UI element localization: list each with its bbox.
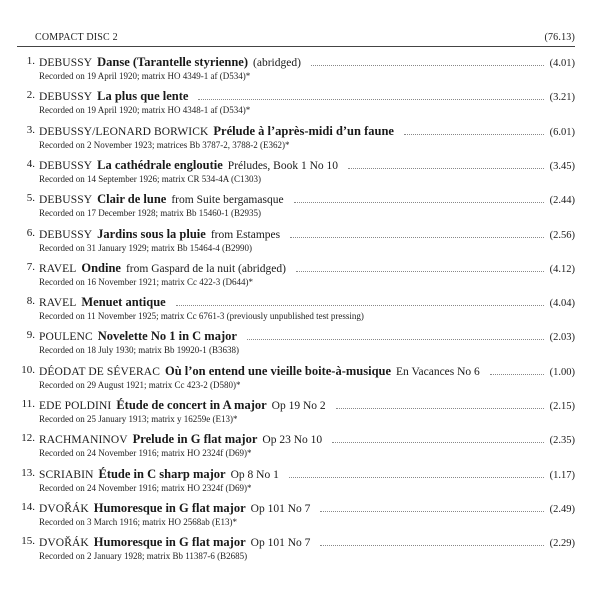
track-recording-info: Recorded on 19 April 1920; matrix HO 4349-1 af (D534)* bbox=[39, 71, 251, 81]
track-recording-info: Recorded on 24 November 1916; matrix HO 2324f (D69)* bbox=[39, 448, 252, 459]
track-duration: (2.44) bbox=[549, 195, 575, 207]
dot-leader bbox=[296, 271, 544, 272]
track-number: 13. bbox=[21, 466, 35, 479]
track-duration: (2.15) bbox=[549, 401, 575, 412]
track-number: 10. bbox=[21, 363, 35, 376]
disc-title: COMPACT DISC 2 bbox=[35, 32, 118, 43]
dot-leader bbox=[247, 339, 544, 340]
track-row bbox=[0, 192, 600, 222]
track-number: 11. bbox=[21, 398, 35, 410]
disc-header bbox=[17, 32, 575, 46]
track-subtitle: Op 101 No 7 bbox=[250, 502, 311, 515]
track-composer: RACHMANINOV bbox=[39, 434, 128, 447]
track-title: Clair de lune bbox=[97, 192, 167, 207]
track-recording-info: Recorded on 29 August 1921; matrix Cc 423-2 (D580)* bbox=[39, 379, 241, 390]
track-recording-info: Recorded on 2 January 1928; matrix Bb 11387-6 (B2685) bbox=[39, 551, 248, 562]
dot-leader bbox=[320, 511, 543, 512]
track-row bbox=[0, 432, 600, 462]
track-title: Menuet antique bbox=[81, 295, 166, 310]
track-recording-info: Recorded on 25 January 1913; matrix y 16259e (E13)* bbox=[39, 414, 238, 424]
track-composer: RAVEL bbox=[39, 262, 77, 275]
track-main-line bbox=[39, 261, 575, 277]
track-title: Humoresque in G flat major bbox=[93, 535, 246, 550]
track-row bbox=[0, 398, 600, 428]
dot-leader bbox=[198, 99, 543, 100]
track-number: 15. bbox=[21, 535, 35, 548]
track-duration: (2.03) bbox=[549, 332, 575, 344]
track-duration: (2.49) bbox=[549, 503, 575, 515]
track-title: Danse (Tarantelle styrienne) bbox=[97, 55, 249, 69]
track-composer: RAVEL bbox=[39, 297, 77, 310]
dot-leader bbox=[336, 408, 544, 409]
track-composer: DEBUSSY/LEONARD BORWICK bbox=[39, 125, 209, 138]
track-duration: (3.21) bbox=[549, 92, 575, 104]
track-row bbox=[0, 364, 600, 394]
track-recording-info: Recorded on 14 September 1926; matrix CR 534-4A (C1303) bbox=[39, 173, 261, 184]
track-duration: (2.56) bbox=[549, 229, 575, 241]
track-main-line bbox=[39, 501, 575, 517]
track-number: 7. bbox=[26, 260, 35, 273]
track-composer: DEBUSSY bbox=[39, 228, 93, 241]
track-composer: DEBUSSY bbox=[39, 194, 93, 207]
track-recording-info: Recorded on 16 November 1921; matrix Cc 422-3 (D644)* bbox=[39, 276, 253, 287]
track-number: 4. bbox=[26, 157, 35, 170]
track-main-line bbox=[39, 467, 575, 483]
track-number: 12. bbox=[21, 432, 35, 445]
track-row bbox=[0, 329, 600, 359]
track-duration: (4.12) bbox=[549, 263, 575, 275]
track-recording-info: Recorded on 31 January 1929; matrix Bb 15464-4 (B2990) bbox=[39, 242, 252, 253]
track-main-line bbox=[39, 295, 575, 311]
dot-leader bbox=[176, 305, 544, 306]
track-duration: (3.45) bbox=[549, 160, 575, 172]
track-recording-info: Recorded on 18 July 1930; matrix Bb 19920-1 (B3638) bbox=[39, 345, 239, 356]
track-number: 9. bbox=[26, 329, 35, 342]
track-recording-info: Recorded on 3 March 1916; matrix HO 2568ab (E13)* bbox=[39, 516, 237, 527]
track-main-line bbox=[39, 124, 575, 140]
track-subtitle: (abridged) bbox=[253, 57, 301, 69]
dot-leader bbox=[320, 545, 543, 546]
dot-leader bbox=[289, 477, 544, 478]
dot-leader bbox=[490, 374, 544, 375]
track-main-line bbox=[39, 192, 575, 208]
track-duration: (2.35) bbox=[549, 435, 575, 447]
track-title: Novelette No 1 in C major bbox=[97, 329, 237, 344]
track-subtitle: Préludes, Book 1 No 10 bbox=[227, 159, 339, 172]
track-subtitle: from Estampes bbox=[210, 228, 281, 241]
track-subtitle: En Vacances No 6 bbox=[396, 365, 480, 378]
track-composer: DVOŘÁK bbox=[39, 537, 89, 550]
header-rule bbox=[17, 46, 575, 47]
track-recording-info: Recorded on 11 November 1925; matrix Cc 6761-3 (previously unpublished test pressing) bbox=[39, 311, 364, 322]
track-row bbox=[0, 89, 600, 119]
track-row bbox=[0, 295, 600, 325]
track-composer: EDE POLDINI bbox=[39, 400, 112, 412]
track-title: La cathédrale engloutie bbox=[97, 157, 223, 172]
track-composer: DÉODAT DE SÉVERAC bbox=[39, 365, 160, 378]
track-row bbox=[0, 158, 600, 188]
track-duration: (4.04) bbox=[549, 298, 575, 310]
track-recording-info: Recorded on 24 November 1916; matrix HO 2324f (D69)* bbox=[39, 482, 252, 493]
track-number: 14. bbox=[21, 500, 35, 513]
track-composer: DEBUSSY bbox=[39, 91, 93, 104]
disc-total-duration: (76.13) bbox=[544, 32, 575, 43]
track-row bbox=[0, 227, 600, 257]
dot-leader bbox=[290, 237, 543, 238]
dot-leader bbox=[311, 65, 544, 66]
track-recording-info: Recorded on 19 April 1920; matrix HO 4348-1 af (D534)* bbox=[39, 105, 251, 116]
track-title: Étude de concert in A major bbox=[116, 398, 267, 412]
track-duration: (1.17) bbox=[549, 469, 575, 481]
track-row bbox=[0, 124, 600, 154]
track-number: 1. bbox=[26, 55, 35, 67]
track-row bbox=[0, 501, 600, 531]
track-duration: (1.00) bbox=[549, 366, 575, 378]
track-subtitle: from Gaspard de la nuit (abridged) bbox=[125, 262, 286, 275]
track-number: 3. bbox=[26, 123, 35, 136]
track-title: Étude in C sharp major bbox=[98, 466, 226, 481]
track-composer: SCRIABIN bbox=[39, 468, 94, 481]
track-composer: POULENC bbox=[39, 331, 93, 344]
track-duration: (6.01) bbox=[549, 126, 575, 138]
track-composer: DEBUSSY bbox=[39, 159, 93, 172]
dot-leader bbox=[332, 442, 543, 443]
track-title: Prélude à l’après-midi d’un faune bbox=[213, 123, 394, 138]
track-main-line bbox=[39, 364, 575, 380]
track-subtitle: Op 8 No 1 bbox=[230, 468, 279, 481]
track-title: Humoresque in G flat major bbox=[93, 500, 246, 515]
track-composer: DEBUSSY bbox=[39, 57, 93, 69]
track-title: Ondine bbox=[81, 260, 121, 275]
track-subtitle: Op 19 No 2 bbox=[271, 400, 326, 412]
track-subtitle: Op 23 No 10 bbox=[262, 434, 323, 447]
track-title: La plus que lente bbox=[97, 89, 189, 104]
track-row bbox=[0, 55, 600, 85]
track-main-line bbox=[39, 227, 575, 243]
track-row bbox=[0, 261, 600, 291]
dot-leader bbox=[404, 134, 544, 135]
track-row bbox=[0, 467, 600, 497]
track-main-line bbox=[39, 535, 575, 551]
track-title: Jardins sous la pluie bbox=[97, 226, 206, 241]
track-number: 5. bbox=[26, 192, 35, 205]
track-main-line bbox=[39, 55, 575, 71]
track-title: Où l’on entend une vieille boite-à-musique bbox=[164, 363, 392, 378]
track-main-line bbox=[39, 158, 575, 174]
track-number: 6. bbox=[26, 226, 35, 239]
track-recording-info: Recorded on 2 November 1923; matrices Bb 3787-2, 3788-2 (E362)* bbox=[39, 139, 290, 150]
track-composer: DVOŘÁK bbox=[39, 502, 89, 515]
track-number: 8. bbox=[26, 295, 35, 308]
track-main-line bbox=[39, 89, 575, 105]
track-row bbox=[0, 535, 600, 565]
dot-leader bbox=[294, 202, 544, 203]
track-subtitle: Op 101 No 7 bbox=[250, 537, 311, 550]
dot-leader bbox=[348, 168, 544, 169]
track-recording-info: Recorded on 17 December 1928; matrix Bb 15460-1 (B2935) bbox=[39, 208, 261, 219]
track-duration: (2.29) bbox=[549, 538, 575, 550]
track-subtitle: from Suite bergamasque bbox=[171, 194, 284, 207]
track-main-line bbox=[39, 329, 575, 345]
track-number: 2. bbox=[26, 89, 35, 102]
track-main-line bbox=[39, 432, 575, 448]
track-main-line bbox=[39, 398, 575, 414]
track-title: Prelude in G flat major bbox=[132, 432, 258, 447]
track-duration: (4.01) bbox=[549, 58, 575, 69]
